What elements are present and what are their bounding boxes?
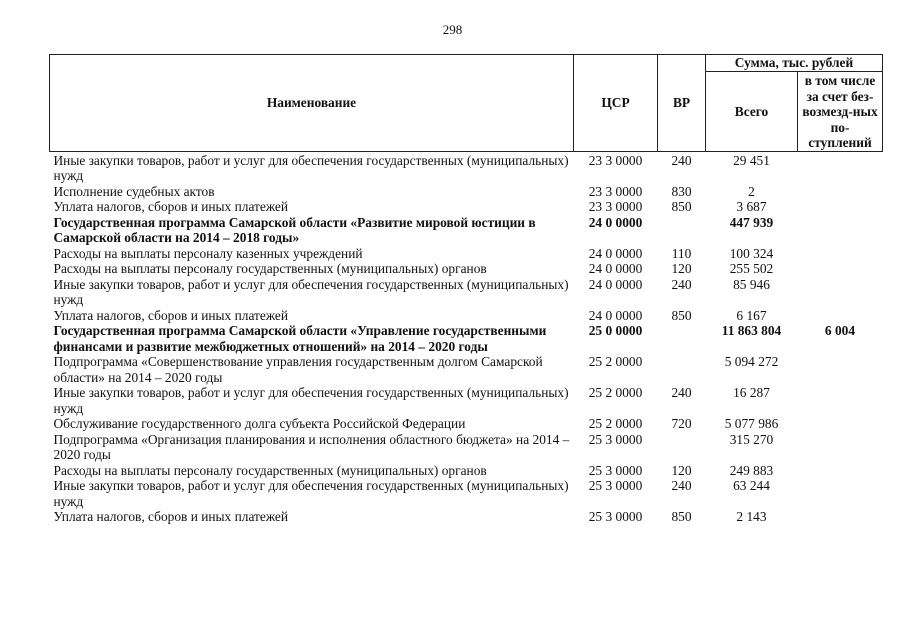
- row-csr-code: 25 3 0000: [588, 462, 643, 478]
- table-row: [50, 385, 883, 416]
- row-csr-code: 25 3 0000: [588, 509, 643, 524]
- row-csr-code: 23 3 0000: [588, 199, 643, 214]
- header-name: Наименование: [50, 55, 574, 152]
- row-total: 2: [748, 183, 755, 199]
- row-name: Иные закупки товаров, работ и услуг для обеспечения государственных (муниципальных) нужд: [53, 478, 569, 509]
- row-total: 63 244: [733, 478, 770, 493]
- row-grants: [798, 199, 883, 215]
- table-header: [50, 55, 883, 152]
- table-row: [50, 354, 883, 385]
- row-name: Уплата налогов, сборов и иных платежей: [53, 307, 289, 323]
- row-total: 255 502: [729, 261, 774, 276]
- row-csr-code: 25 3 0000: [588, 478, 643, 493]
- budget-table: [49, 54, 883, 525]
- row-csr-code: 25 3 0000: [588, 431, 643, 447]
- row-total: 5 094 272: [724, 354, 779, 369]
- row-vr-code: 120: [671, 261, 692, 276]
- row-total: 100 324: [729, 245, 774, 261]
- row-name: Государственная программа Самарской области «Управление государственными финансами и развитие межбюджетных отношений» на 2014 – 2020 годы: [53, 323, 547, 354]
- header-sum: Сумма, тыс. рублей: [706, 55, 883, 72]
- row-vr-code: 850: [671, 199, 692, 214]
- table-row: [50, 478, 883, 509]
- row-grants: [798, 463, 883, 479]
- row-csr-code: 24 0 0000: [588, 245, 643, 261]
- row-total: 2 143: [736, 509, 767, 524]
- row-grants: [798, 509, 883, 525]
- row-name: Иные закупки товаров, работ и услуг для обеспечения государственных (муниципальных) нужд: [53, 276, 569, 307]
- row-total: 85 946: [733, 276, 770, 292]
- row-total: 249 883: [729, 462, 774, 478]
- row-vr-code: 240: [671, 276, 692, 292]
- row-vr-code: [658, 354, 706, 385]
- table-row: [50, 184, 883, 200]
- table-row: [50, 151, 883, 184]
- row-name: Иные закупки товаров, работ и услуг для обеспечения государственных (муниципальных) нужд: [53, 152, 569, 183]
- row-grants: [798, 184, 883, 200]
- row-name: Расходы на выплаты персоналу казенных учреждений: [53, 245, 363, 261]
- page-number: 298: [442, 22, 463, 37]
- row-name: Исполнение судебных актов: [53, 183, 215, 199]
- table-row: [50, 277, 883, 308]
- row-grants: 6 004: [824, 323, 856, 338]
- row-name: Расходы на выплаты персоналу государственных (муниципальных) органов: [53, 462, 487, 478]
- row-vr-code: 720: [671, 416, 692, 431]
- row-name: Уплата налогов, сборов и иных платежей: [53, 509, 289, 524]
- table-row: [50, 246, 883, 262]
- row-grants: [798, 432, 883, 463]
- row-grants: [798, 215, 883, 246]
- table-row: [50, 215, 883, 246]
- row-name: Уплата налогов, сборов и иных платежей: [53, 199, 289, 214]
- row-name: Подпрограмма «Организация планирования и исполнения областного бюджета» на 2014 – 2020 годы: [53, 431, 570, 462]
- row-vr-code: 240: [671, 478, 692, 493]
- header-grants: в том числе за счет без-возмезд-ных по-ступлений: [798, 72, 883, 152]
- header-total: Всего: [706, 72, 798, 152]
- row-vr-code: 830: [671, 183, 692, 199]
- table-row: [50, 199, 883, 215]
- row-grants: [798, 308, 883, 324]
- row-csr-code: 25 2 0000: [588, 416, 643, 431]
- row-name: Иные закупки товаров, работ и услуг для обеспечения государственных (муниципальных) нужд: [53, 385, 569, 416]
- header-vr: ВР: [658, 55, 706, 152]
- table-row: [50, 416, 883, 432]
- row-total: 315 270: [729, 431, 774, 447]
- row-grants: [798, 354, 883, 385]
- table-row: [50, 308, 883, 324]
- row-csr-code: 25 2 0000: [588, 354, 643, 369]
- row-name: Государственная программа Самарской области «Развитие мировой юстиции в Самарской области на 2014 – 2018 годы»: [53, 214, 536, 245]
- row-vr-code: 850: [671, 307, 692, 323]
- table-row: [50, 463, 883, 479]
- row-csr-code: 23 3 0000: [588, 183, 643, 199]
- row-vr-code: [658, 432, 706, 463]
- row-vr-code: 240: [671, 152, 692, 168]
- row-csr-code: 25 2 0000: [588, 385, 643, 400]
- row-grants: [798, 416, 883, 432]
- row-total: 29 451: [733, 152, 770, 168]
- row-total: 447 939: [729, 214, 774, 230]
- row-csr-code: 24 0 0000: [588, 307, 643, 323]
- table-row: [50, 432, 883, 463]
- row-grants: [798, 478, 883, 509]
- row-name: Подпрограмма «Совершенствование управления государственным долгом Самарской области» на 2014 – 2020 годы: [53, 354, 543, 385]
- row-vr-code: 240: [671, 385, 692, 400]
- row-grants: [798, 277, 883, 308]
- row-vr-code: 850: [671, 509, 692, 524]
- row-vr-code: 120: [671, 462, 692, 478]
- row-grants: [798, 246, 883, 262]
- row-csr-code: 24 0 0000: [588, 214, 643, 230]
- row-vr-code: [658, 215, 706, 246]
- table-body: [50, 151, 883, 525]
- table-row: [50, 323, 883, 354]
- row-vr-code: 110: [671, 245, 692, 261]
- row-total: 16 287: [733, 385, 770, 400]
- header-csr: ЦСР: [574, 55, 658, 152]
- row-grants: [798, 261, 883, 277]
- table-row: [50, 261, 883, 277]
- row-total: 3 687: [736, 199, 767, 214]
- row-total: 6 167: [736, 307, 767, 323]
- row-csr-code: 25 0 0000: [588, 323, 643, 338]
- row-total: 5 077 986: [724, 416, 779, 431]
- row-name: Обслуживание государственного долга субъекта Российской Федерации: [53, 416, 466, 431]
- row-csr-code: 24 0 0000: [588, 276, 643, 292]
- row-total: 11 863 804: [721, 323, 782, 338]
- row-csr-code: 23 3 0000: [588, 152, 643, 168]
- table-row: [50, 509, 883, 525]
- row-vr-code: [658, 323, 706, 354]
- row-grants: [798, 385, 883, 416]
- row-csr-code: 24 0 0000: [588, 261, 643, 276]
- row-name: Расходы на выплаты персоналу государственных (муниципальных) органов: [53, 261, 487, 276]
- row-grants: [798, 151, 883, 184]
